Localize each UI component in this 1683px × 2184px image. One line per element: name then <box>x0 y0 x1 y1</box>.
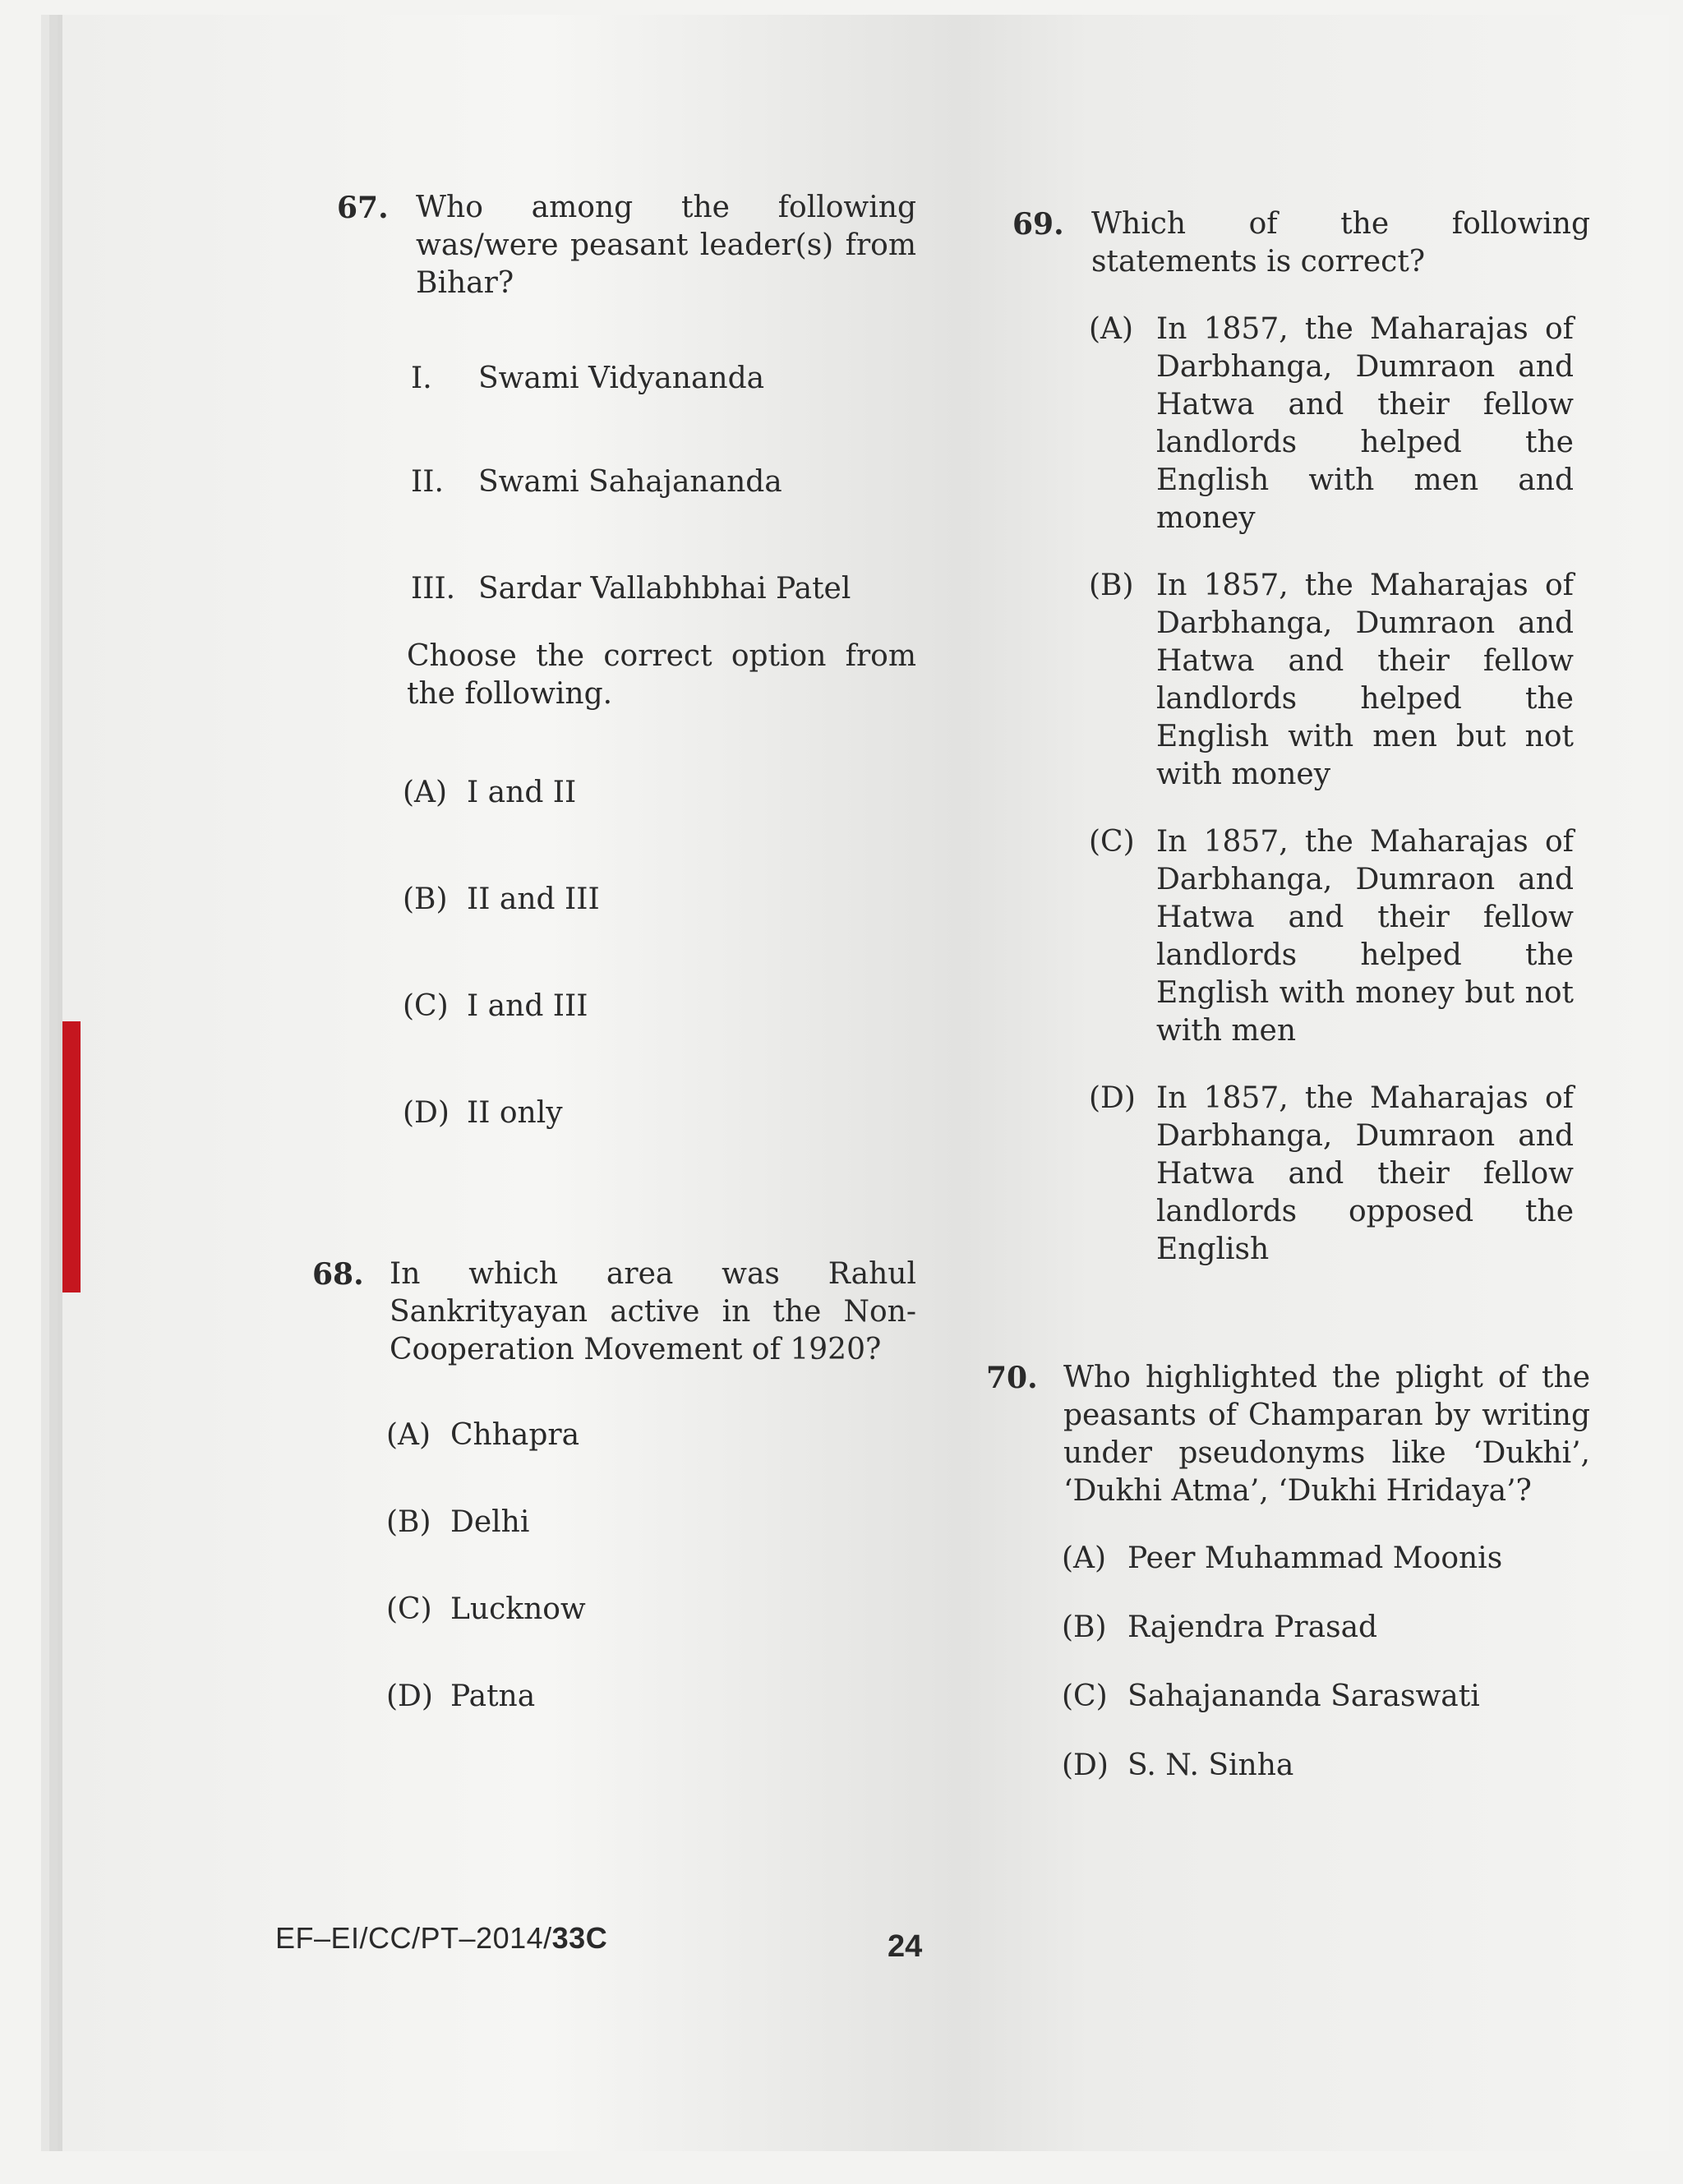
option-a[interactable] <box>1062 1540 1590 1578</box>
right-column <box>978 205 1590 1785</box>
option-text: Rajendra Prasad <box>1127 1610 1378 1644</box>
option-b[interactable] <box>1062 1609 1590 1647</box>
option-label: (C) <box>386 1592 432 1626</box>
option-text: Delhi <box>450 1505 530 1539</box>
option-text: Peer Muhammad Moonis <box>1127 1541 1503 1575</box>
option-d[interactable] <box>1089 1080 1574 1269</box>
option-label: (D) <box>1089 1081 1136 1115</box>
option-d[interactable] <box>403 1094 916 1132</box>
option-b[interactable] <box>403 881 916 919</box>
option-d[interactable] <box>386 1678 916 1716</box>
option-label: (C) <box>1089 825 1135 859</box>
left-column <box>312 189 916 1716</box>
option-text: In 1857, the Maharajas of Darbhanga, Dumraon and Hatwa and their fellow landlords helped the English with men and money <box>1156 312 1574 535</box>
question-number: 70. <box>986 1361 1038 1395</box>
option-label: (C) <box>403 989 449 1023</box>
statement-text: Sardar Vallabhbhai Patel <box>478 572 851 606</box>
option-label: (B) <box>403 882 448 916</box>
question-69 <box>978 205 1590 1269</box>
question-text: In which area was Rahul Sankrityayan active in the Non-Cooperation Movement of 1920? <box>390 1257 916 1366</box>
question-68 <box>312 1256 916 1716</box>
option-text: Patna <box>450 1679 536 1713</box>
option-text: I and II <box>467 776 577 809</box>
option-text: In 1857, the Maharajas of Darbhanga, Dumraon and Hatwa and their fellow landlords helped the English with men but not with money <box>1156 569 1574 791</box>
question-text: Which of the following statements is correct? <box>1091 207 1590 279</box>
question-number: 68. <box>312 1257 364 1292</box>
statement-numeral: III. <box>411 572 456 606</box>
question-text: Who among the following was/were peasant leader(s) from Bihar? <box>416 191 916 300</box>
option-label: (D) <box>1062 1749 1109 1782</box>
statement-text: Swami Vidyananda <box>478 362 765 395</box>
option-text: I and III <box>467 989 588 1023</box>
option-a[interactable] <box>1089 311 1574 537</box>
option-c[interactable] <box>1089 823 1574 1050</box>
option-label: (A) <box>1062 1541 1107 1575</box>
question-instruction: Choose the correct option from the following. <box>407 639 916 711</box>
statement-numeral: II. <box>411 465 444 499</box>
option-a[interactable] <box>386 1417 916 1454</box>
option-d[interactable] <box>1062 1747 1590 1785</box>
statement-3 <box>411 570 916 608</box>
option-label: (A) <box>1089 312 1134 346</box>
question-number: 67. <box>337 191 389 225</box>
option-a[interactable] <box>403 774 916 812</box>
option-c[interactable] <box>386 1591 916 1629</box>
option-label: (B) <box>1062 1610 1107 1644</box>
option-text: Chhapra <box>450 1418 580 1452</box>
option-label: (B) <box>386 1505 431 1539</box>
option-label: (B) <box>1089 569 1134 602</box>
paper-code-suffix: 33C <box>551 1921 608 1955</box>
option-label: (A) <box>386 1418 431 1452</box>
option-label: (C) <box>1062 1679 1108 1713</box>
paper-code <box>275 1921 607 1956</box>
option-text: II and III <box>467 882 600 916</box>
option-c[interactable] <box>1062 1678 1590 1716</box>
option-label: (D) <box>386 1679 433 1713</box>
statement-1 <box>411 360 916 398</box>
option-text: S. N. Sinha <box>1127 1749 1294 1782</box>
option-text: Lucknow <box>450 1592 586 1626</box>
question-67 <box>312 189 916 1132</box>
option-text: In 1857, the Maharajas of Darbhanga, Dumraon and Hatwa and their fellow landlords opposed the English <box>1156 1081 1574 1266</box>
option-text: Sahajananda Saraswati <box>1127 1679 1480 1713</box>
question-text: Who highlighted the plight of the peasants of Champaran by writing under pseudonyms like ‘Dukhi’, ‘Dukhi Atma’, ‘Dukhi Hridaya’? <box>1063 1361 1590 1508</box>
paper-code-prefix: EF–EI/CC/PT–2014/ <box>275 1921 552 1955</box>
option-label: (D) <box>403 1096 450 1130</box>
statement-2 <box>411 463 916 501</box>
option-c[interactable] <box>403 988 916 1025</box>
red-bookmark-tab <box>62 1021 81 1292</box>
option-label: (A) <box>403 776 448 809</box>
page-number: 24 <box>888 1929 923 1964</box>
option-b[interactable] <box>1089 567 1574 794</box>
option-text: II only <box>467 1096 563 1130</box>
option-text: In 1857, the Maharajas of Darbhanga, Dumraon and Hatwa and their fellow landlords helped the English with money but not with men <box>1156 825 1574 1048</box>
question-number: 69. <box>1012 207 1064 242</box>
option-b[interactable] <box>386 1504 916 1541</box>
statement-text: Swami Sahajananda <box>478 465 782 499</box>
statement-numeral: I. <box>411 362 432 395</box>
question-70 <box>978 1359 1590 1785</box>
